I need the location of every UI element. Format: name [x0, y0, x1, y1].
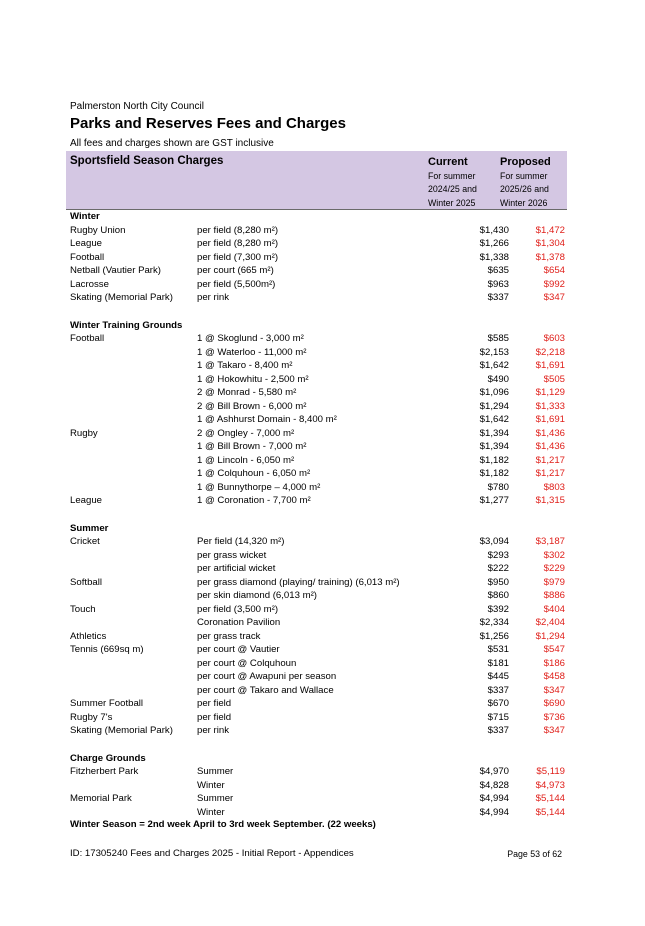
current-subheading-3: Winter 2025 — [428, 197, 476, 208]
row-description: per skin diamond (6,013 m²) — [197, 590, 317, 601]
row-description: per field — [197, 698, 232, 709]
row-description: 1 @ Hokowhitu - 2,500 m² — [197, 373, 309, 385]
row-current-fee: $1,096 — [479, 387, 509, 398]
table-row — [70, 535, 565, 549]
row-current-fee: $337 — [487, 292, 509, 303]
row-description: 1 @ Bill Brown - 7,000 m² — [197, 441, 307, 452]
row-description: per field (8,280 m²) — [197, 238, 279, 249]
table-row — [70, 386, 565, 400]
proposed-heading: Proposed — [500, 156, 551, 168]
footer-document-id: ID: 17305240 Fees and Charges 2025 - Initial Report - Appendices — [70, 848, 354, 859]
row-description: 1 @ Colquhoun - 6,050 m² — [197, 468, 311, 479]
row-description: per rink — [197, 292, 229, 303]
row-description: 1 @ Ashhurst Domain - 8,400 m² — [197, 414, 337, 425]
row-proposed-fee: $992 — [543, 278, 565, 290]
row-current-fee: $780 — [487, 481, 509, 493]
row-current-fee: $337 — [487, 725, 509, 736]
row-description: Summer — [197, 766, 234, 777]
row-category: Football — [70, 251, 105, 263]
footer-page-number: Page 53 of 62 — [507, 849, 562, 859]
row-current-fee: $222 — [487, 563, 509, 574]
table-row — [70, 765, 565, 779]
section-heading-label: Summer — [70, 522, 109, 534]
row-description: 1 @ Lincoln - 6,050 m² — [197, 454, 295, 466]
table-row — [70, 481, 565, 495]
section-heading-label: Charge Grounds — [70, 752, 146, 764]
row-description: Coronation Pavilion — [197, 617, 281, 628]
row-proposed-fee: $603 — [543, 333, 565, 344]
row-proposed-fee: $404 — [543, 603, 565, 615]
row-proposed-fee: $5,144 — [535, 793, 565, 804]
table-section-heading — [70, 752, 565, 766]
table-row — [70, 359, 565, 373]
table-row — [70, 440, 565, 454]
row-category: Skating (Memorial Park) — [70, 292, 173, 303]
table-row — [70, 237, 565, 251]
table-section-heading — [70, 522, 565, 536]
row-description: Summer — [197, 793, 234, 804]
section-heading-label: Winter Training Grounds — [70, 319, 183, 331]
row-description: 2 @ Ongley - 7,000 m² — [197, 427, 295, 439]
table-row — [70, 711, 565, 725]
row-current-fee: $1,642 — [479, 360, 509, 371]
row-description: per court @ Takaro and Wallace — [197, 684, 334, 696]
row-description: 1 @ Skoglund - 3,000 m² — [197, 333, 304, 344]
row-proposed-fee: $2,218 — [535, 346, 565, 358]
page-title: Parks and Reserves Fees and Charges — [70, 115, 346, 132]
row-current-fee: $963 — [487, 278, 509, 290]
table-row — [70, 697, 565, 711]
table-header — [66, 151, 567, 210]
table-row — [70, 576, 565, 590]
row-current-fee: $1,642 — [479, 414, 509, 425]
row-proposed-fee: $3,187 — [535, 536, 565, 547]
current-subheading-2: 2024/25 and — [428, 184, 477, 194]
row-current-fee: $1,430 — [479, 224, 509, 236]
row-proposed-fee: $1,217 — [535, 454, 565, 466]
row-proposed-fee: $1,315 — [535, 495, 565, 506]
section-heading-label: Winter — [70, 211, 100, 222]
table-row — [70, 806, 565, 820]
table-row — [70, 589, 565, 603]
row-category: Skating (Memorial Park) — [70, 725, 173, 736]
row-description: Per field (14,320 m²) — [197, 536, 285, 547]
table-row — [70, 670, 565, 684]
row-current-fee: $715 — [487, 711, 509, 723]
table-row — [70, 494, 565, 508]
row-current-fee: $490 — [487, 373, 509, 385]
row-description: 2 @ Monrad - 5,580 m² — [197, 387, 297, 398]
row-current-fee: $2,334 — [479, 617, 509, 628]
row-description: 1 @ Coronation - 7,700 m² — [197, 495, 311, 506]
row-current-fee: $585 — [487, 333, 509, 344]
table-section-heading — [70, 210, 565, 224]
row-description: per field (5,500m²) — [197, 278, 276, 290]
season-note: Winter Season = 2nd week April to 3rd week September. (22 weeks) — [70, 819, 376, 830]
row-category: Rugby Union — [70, 224, 126, 236]
row-proposed-fee: $1,472 — [535, 224, 565, 236]
row-category: Memorial Park — [70, 793, 132, 804]
proposed-column-header — [500, 156, 560, 210]
row-proposed-fee: $1,294 — [535, 630, 565, 642]
row-current-fee: $1,294 — [479, 400, 509, 412]
row-proposed-fee: $803 — [543, 481, 565, 493]
row-proposed-fee: $736 — [543, 711, 565, 723]
table-row — [70, 467, 565, 481]
proposed-subheading-1: For summer — [500, 170, 548, 181]
row-current-fee: $1,394 — [479, 441, 509, 452]
table-row — [70, 454, 565, 468]
table-row — [70, 562, 565, 576]
row-description: per court @ Vautier — [197, 644, 280, 655]
row-category: Cricket — [70, 536, 100, 547]
row-proposed-fee: $1,129 — [535, 387, 565, 398]
table-row — [70, 549, 565, 563]
table-row — [70, 400, 565, 414]
row-category: Tennis (669sq m) — [70, 644, 144, 655]
table-row — [70, 346, 565, 360]
row-category: Athletics — [70, 630, 107, 642]
row-proposed-fee: $547 — [543, 644, 565, 655]
row-description: 1 @ Takaro - 8,400 m² — [197, 360, 293, 371]
table-row — [70, 373, 565, 387]
row-current-fee: $1,266 — [479, 238, 509, 249]
row-category: Lacrosse — [70, 278, 109, 290]
row-proposed-fee: $979 — [543, 576, 565, 588]
table-row — [70, 643, 565, 657]
row-proposed-fee: $654 — [543, 265, 565, 276]
row-category: Rugby — [70, 427, 98, 439]
row-proposed-fee: $347 — [543, 684, 565, 696]
table-row — [70, 779, 565, 793]
table-row — [70, 684, 565, 698]
row-proposed-fee: $458 — [543, 671, 565, 682]
row-description: per field (8,280 m²) — [197, 224, 279, 236]
row-current-fee: $1,277 — [479, 495, 509, 506]
row-current-fee: $181 — [487, 657, 509, 669]
table-row — [70, 251, 565, 265]
current-column-header — [428, 156, 488, 210]
row-description: per field (7,300 m²) — [197, 251, 279, 263]
row-current-fee: $950 — [487, 576, 509, 588]
table-spacer — [70, 305, 565, 319]
row-proposed-fee: $1,691 — [535, 414, 565, 425]
row-category: Summer Football — [70, 698, 144, 709]
row-current-fee: $445 — [487, 671, 509, 682]
row-description: Winter — [197, 779, 225, 791]
table-row — [70, 657, 565, 671]
row-description: 2 @ Bill Brown - 6,000 m² — [197, 400, 307, 412]
row-description: per court (665 m²) — [197, 265, 274, 276]
row-category: League — [70, 495, 103, 506]
table-row — [70, 724, 565, 738]
table-section-heading — [70, 319, 565, 333]
row-description: per grass track — [197, 630, 261, 642]
row-current-fee: $293 — [487, 549, 509, 561]
table-section-title: Sportsfield Season Charges — [70, 155, 224, 167]
row-proposed-fee: $186 — [543, 657, 565, 669]
row-current-fee: $4,994 — [479, 806, 509, 818]
table-row — [70, 427, 565, 441]
row-current-fee: $4,970 — [479, 766, 509, 777]
table-row — [70, 264, 565, 278]
row-current-fee: $1,338 — [479, 251, 509, 263]
row-current-fee: $635 — [487, 265, 509, 276]
row-proposed-fee: $505 — [543, 373, 565, 385]
row-category: Softball — [70, 576, 102, 588]
row-current-fee: $2,153 — [479, 346, 509, 358]
row-description: per artificial wicket — [197, 563, 276, 574]
row-proposed-fee: $4,973 — [535, 779, 565, 791]
row-description: per grass diamond (playing/ training) (6,013 m²) — [197, 576, 400, 588]
row-current-fee: $4,994 — [479, 793, 509, 804]
row-proposed-fee: $886 — [543, 590, 565, 601]
row-proposed-fee: $1,333 — [535, 400, 565, 412]
row-current-fee: $860 — [487, 590, 509, 601]
table-spacer — [70, 508, 565, 522]
table-row — [70, 332, 565, 346]
row-proposed-fee: $1,304 — [535, 238, 565, 249]
current-heading: Current — [428, 156, 468, 168]
row-category: Touch — [70, 603, 96, 615]
row-current-fee: $4,828 — [479, 779, 509, 791]
table-row — [70, 616, 565, 630]
row-description: per grass wicket — [197, 549, 267, 561]
row-proposed-fee: $690 — [543, 698, 565, 709]
table-row — [70, 630, 565, 644]
row-current-fee: $670 — [487, 698, 509, 709]
row-proposed-fee: $1,378 — [535, 251, 565, 263]
row-category: Rugby 7's — [70, 711, 113, 723]
row-current-fee: $3,094 — [479, 536, 509, 547]
row-current-fee: $1,182 — [479, 454, 509, 466]
row-proposed-fee: $5,144 — [535, 806, 565, 818]
row-category: Netball (Vautier Park) — [70, 265, 161, 276]
row-proposed-fee: $1,436 — [535, 427, 565, 439]
row-description: per court @ Colquhoun — [197, 657, 297, 669]
row-proposed-fee: $5,119 — [536, 766, 565, 777]
row-category: Football — [70, 333, 105, 344]
row-proposed-fee: $302 — [543, 549, 565, 561]
row-current-fee: $1,394 — [479, 427, 509, 439]
proposed-subheading-3: Winter 2026 — [500, 197, 548, 208]
row-proposed-fee: $347 — [543, 725, 565, 736]
table-row — [70, 224, 565, 238]
row-description: per rink — [197, 725, 229, 736]
row-description: per field (3,500 m²) — [197, 603, 279, 615]
row-description: per field — [197, 711, 232, 723]
row-proposed-fee: $2,404 — [535, 617, 565, 628]
row-current-fee: $1,182 — [479, 468, 509, 479]
row-current-fee: $1,256 — [479, 630, 509, 642]
table-spacer — [70, 738, 565, 752]
fees-table-body — [70, 210, 565, 819]
row-description: 1 @ Bunnythorpe – 4,000 m² — [197, 481, 321, 493]
row-proposed-fee: $1,691 — [535, 360, 565, 371]
table-row — [70, 278, 565, 292]
table-row — [70, 291, 565, 305]
row-description: 1 @ Waterloo - 11,000 m² — [197, 346, 307, 358]
row-current-fee: $531 — [487, 644, 509, 655]
row-proposed-fee: $1,436 — [535, 441, 565, 452]
row-proposed-fee: $229 — [543, 563, 565, 574]
row-category: League — [70, 238, 103, 249]
proposed-subheading-2: 2025/26 and — [500, 184, 549, 194]
row-description: Winter — [197, 806, 225, 818]
table-row — [70, 413, 565, 427]
table-row — [70, 792, 565, 806]
row-current-fee: $337 — [487, 684, 509, 696]
row-proposed-fee: $1,217 — [535, 468, 565, 479]
row-description: per court @ Awapuni per season — [197, 671, 337, 682]
row-proposed-fee: $347 — [543, 292, 565, 303]
table-row — [70, 603, 565, 617]
organisation-name: Palmerston North City Council — [70, 101, 204, 112]
page-subtitle: All fees and charges shown are GST inclusive — [70, 138, 274, 149]
row-category: Fitzherbert Park — [70, 766, 139, 777]
current-subheading-1: For summer — [428, 170, 476, 181]
row-current-fee: $392 — [487, 603, 509, 615]
